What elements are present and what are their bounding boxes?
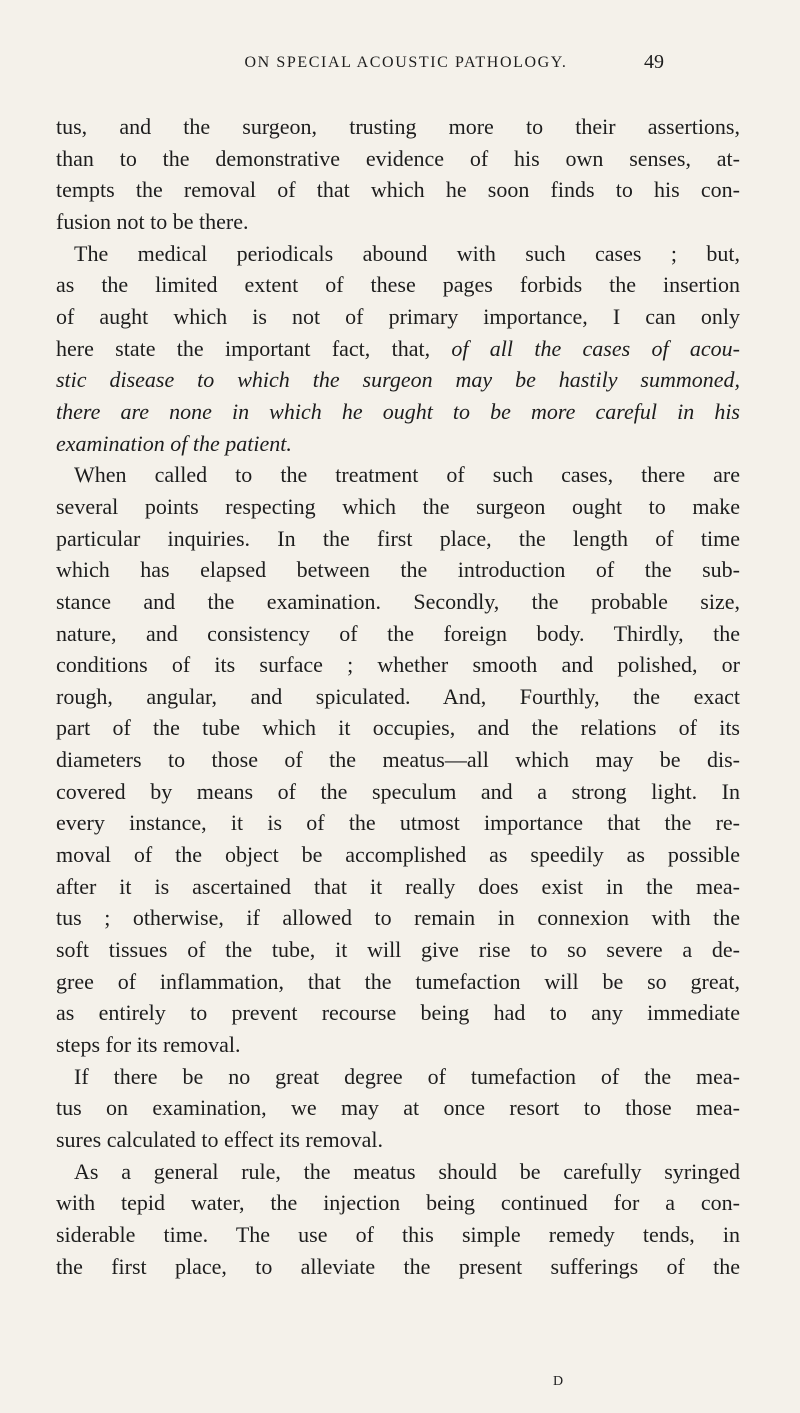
text-line: soft tissues of the tube, it will give rise to so severe a de- <box>56 937 740 963</box>
text-line: The medical periodicals abound with such cases ; but, <box>74 240 740 266</box>
text-line: moval of the object be accomplished as speedily as possible <box>56 842 740 868</box>
text-line: several points respecting which the surgeon ought to make <box>56 493 740 519</box>
text-line: with tepid water, the injection being continued for a con- <box>56 1190 740 1216</box>
text-line: tus on examination, we may at once resort to those mea- <box>56 1095 740 1121</box>
text-line <box>56 333 740 365</box>
text-line: diameters to those of the meatus—all which may be dis- <box>56 747 740 773</box>
text-line: particular inquiries. In the first place, the length of time <box>56 525 740 551</box>
text-line: siderable time. The use of this simple remedy tends, in <box>56 1221 740 1247</box>
text-line: tempts the removal of that which he soon finds to his con- <box>56 177 740 203</box>
text-line: after it is ascertained that it really does exist in the mea- <box>56 873 740 899</box>
text-line: which has elapsed between the introduction of the sub- <box>56 557 740 583</box>
text-line: than to the demonstrative evidence of his own senses, at- <box>56 145 740 171</box>
text-line: fusion not to be there. <box>56 208 249 234</box>
text-line: If there be no great degree of tumefaction of the mea- <box>74 1063 740 1089</box>
text-segment: here state the important fact, that, <box>56 335 452 361</box>
emphasis-line: examination of the patient. <box>56 430 292 456</box>
text-line: of aught which is not of primary importance, I can only <box>56 303 740 329</box>
body-text <box>56 111 740 1282</box>
emphasis-line: stic disease to which the surgeon may be hastily summoned, <box>56 367 740 393</box>
text-line: the first place, to alleviate the present sufferings of the <box>56 1253 740 1279</box>
emphasis-text: of all the cases of acou- <box>451 335 740 361</box>
text-line: as entirely to prevent recourse being had to any immediate <box>56 1000 740 1026</box>
text-line: conditions of its surface ; whether smooth and polished, or <box>56 652 740 678</box>
text-line: tus ; otherwise, if allowed to remain in connexion with the <box>56 905 740 931</box>
text-line: As a general rule, the meatus should be carefully syringed <box>74 1158 740 1184</box>
signature-mark: D <box>553 1374 565 1389</box>
text-line: sures calculated to effect its removal. <box>56 1127 384 1152</box>
text-line: tus, and the surgeon, trusting more to their assertions, <box>56 114 740 139</box>
text-line: part of the tube which it occupies, and the relations of its <box>56 715 740 741</box>
text-line: stance and the examination. Secondly, the probable size, <box>56 588 740 614</box>
text-line: as the limited extent of these pages forbids the insertion <box>56 272 740 298</box>
text-line: covered by means of the speculum and a strong light. In <box>56 778 740 804</box>
text-line: steps for its removal. <box>56 1032 241 1058</box>
text-line: rough, angular, and spiculated. And, Fourthly, the exact <box>56 683 740 709</box>
text-line: When called to the treatment of such cases, there are <box>74 462 740 488</box>
emphasis-line: there are none in which he ought to be more careful in his <box>56 398 740 424</box>
text-line: gree of inflammation, that the tumefaction will be so great, <box>56 968 740 994</box>
text-line: nature, and consistency of the foreign body. Thirdly, the <box>56 620 740 646</box>
page-number: 49 <box>644 51 664 73</box>
running-head: ON SPECIAL ACOUSTIC PATHOLOGY. <box>244 54 568 71</box>
text-line: every instance, it is of the utmost importance that the re- <box>56 810 740 836</box>
